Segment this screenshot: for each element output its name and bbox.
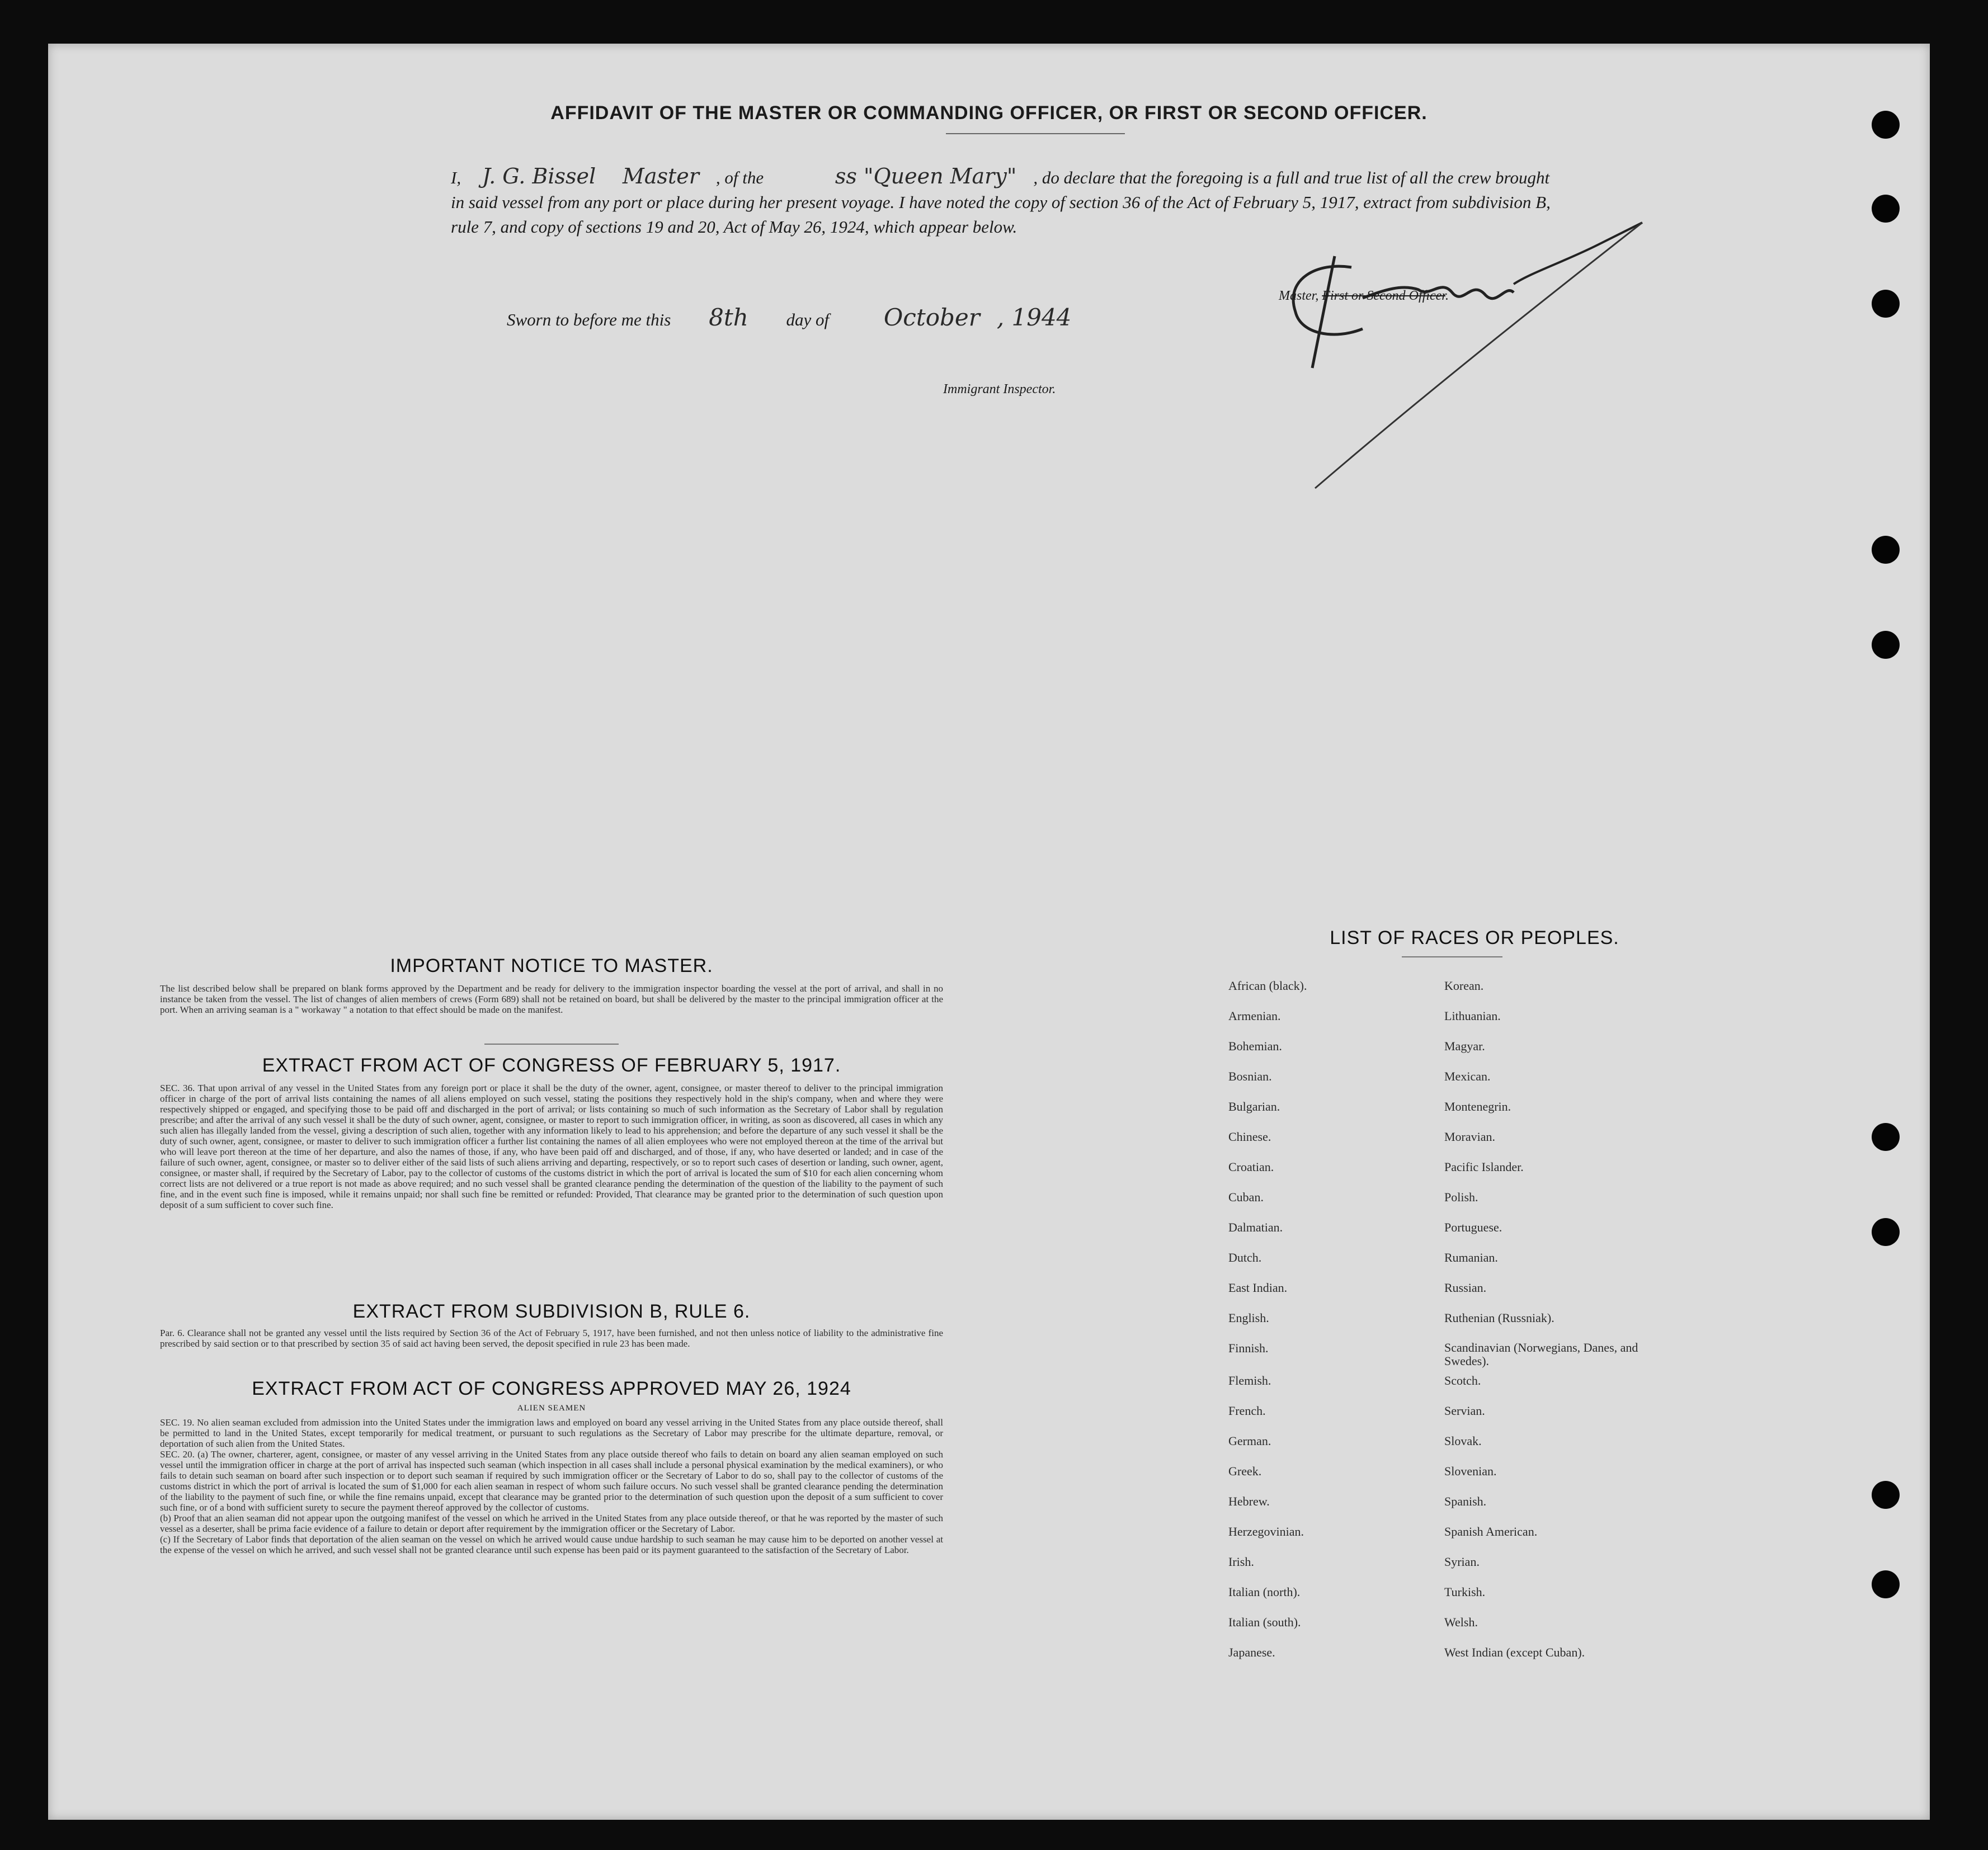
race-item: Dutch. [1228, 1250, 1262, 1264]
race-item: Welsh. [1444, 1615, 1478, 1629]
section-20c: (c) If the Secretary of Labor finds that deportation of the alien seaman on the vessel on which he arrived would cause undue hardship to such seaman he may cause him to be deported on another vessel at the expense of the vessel on which he arrived, and such vessel shall not be granted clearance until such expense has been paid or its payment guaranteed to the satisfaction of the Secretary of Labor. [160, 1534, 943, 1555]
punch-hole-icon [1872, 111, 1900, 139]
race-item: Portuguese. [1444, 1220, 1502, 1234]
sworn-day-handwritten: 8th [709, 304, 748, 331]
race-item: Italian (north). [1228, 1585, 1301, 1599]
race-item: Hebrew. [1228, 1494, 1270, 1508]
punch-hole-icon [1872, 1481, 1900, 1509]
notice-body: The list described below shall be prepared on blank forms approved by the Department and be ready for delivery to the immigration inspector boarding the vessel at the port of arrival, and shall in no instance be taken from the vessel. The list of changes of alien members of crews (Form 689) shall not be retained on board, but shall be delivered by the master to the principal immigration officer at the port. When an arriving seaman is a " workaway " a notation to that effect should be made on the manifest. [160, 983, 943, 1015]
race-item: Servian. [1444, 1404, 1485, 1418]
race-item: Polish. [1444, 1190, 1478, 1204]
race-item: Bohemian. [1228, 1039, 1282, 1053]
punch-hole-icon [1872, 1218, 1900, 1246]
punch-hole-icon [1872, 631, 1900, 659]
master-label-end: . [1445, 289, 1449, 303]
race-item: Moravian. [1444, 1130, 1496, 1144]
race-item: English. [1228, 1311, 1269, 1325]
race-item: Russian. [1444, 1281, 1487, 1295]
notice-divider [484, 1044, 619, 1045]
races-divider [1402, 956, 1502, 957]
form-page [48, 44, 1930, 1820]
act-1924-body [160, 1417, 943, 1555]
race-item: Lithuanian. [1444, 1009, 1501, 1023]
race-item: Greek. [1228, 1464, 1262, 1478]
section-19: SEC. 19. No alien seaman excluded from admission into the United States under the immigration laws and employed on board any vessel arriving in the United States from any place outside thereof, shall be permitted to land in the United States, except temporarily for medical treatment, or pursuant to such regulations as the Secretary of Labor may prescribe for the ultimate departure, removal, or deportation of such alien from the United States. [160, 1417, 943, 1449]
subdivision-b-body: Par. 6. Clearance shall not be granted any vessel until the lists required by Section 36 of the Act of February 5, 1917, have been furnished, and not then unless notice of liability to the administrative fine prescribed by said section or to that prescribed by section 35 of said act having been served, the deposit specified in rule 23 has been made. [160, 1328, 943, 1349]
race-item: Irish. [1228, 1555, 1254, 1569]
affidavit-title: AFFIDAVIT OF THE MASTER OR COMMANDING OFFICER, OR FIRST OR SECOND OFFICER. [550, 102, 1428, 124]
act-1924-title: EXTRACT FROM ACT OF CONGRESS APPROVED MAY 26, 1924 [252, 1378, 851, 1399]
race-item: Turkish. [1444, 1585, 1486, 1599]
subdivision-b-title: EXTRACT FROM SUBDIVISION B, RULE 6. [352, 1301, 751, 1322]
punch-hole-icon [1872, 1570, 1900, 1598]
race-item: Magyar. [1444, 1039, 1485, 1053]
act-1917-body: SEC. 36. That upon arrival of any vessel in the United States from any foreign port or place it shall be the duty of the owner, agent, consignee, or master thereof to deliver to the principal immigration officer in charge of the port of arrival lists containing the names of all aliens employed on such vessel, stating the positions they respectively hold in the ship's company, when and where they were respectively shipped or engaged, and specifying those to be paid off and discharged in the port of arrival; or lists containing so much of such information as the Secretary of Labor shall by regulation prescribe; and after the arrival of any such vessel it shall be the duty of such owner, agent, consignee, or master to report to such immigration officer, in writing, as soon as discovered, all cases in which any such alien has illegally landed from the vessel, giving a description of such alien, together with any information likely to lead to his apprehension; and before the departure of any such vessel it shall be the duty of such owner, agent, consignee, or master to deliver to such immigration officer a further list containing the names of all alien employees who were not employed thereon at the time of the arrival but who will leave port thereon at the time of her departure, and also the names of those, if any, who have been paid off and discharged, and of those, if any, who have deserted or landed; and in case of the failure of such owner, agent, consignee, or master so to deliver either of the said lists of such aliens arriving and departing, respectively, or so to report such cases of desertion or landing, such owner, agent, consignee, or master shall, if required by the Secretary of Labor, pay to the collector of customs of the customs district in which the port of arrival is located the sum of $10 for each alien concerning whom correct lists are not delivered or a true report is not made as above required; and no such vessel shall be granted clearance pending the determination of the question of the liability to the payment of such fine, and in the event such fine is imposed, while it remains unpaid; nor shall such fine be remitted or refunded: Provided, That clearance may be granted prior to the determination of such question upon deposit of a sum sufficient to cover such fine. [160, 1083, 943, 1210]
vessel-handwritten: ss "Queen Mary" [835, 164, 1017, 188]
title-divider [946, 133, 1125, 134]
race-item: French. [1228, 1404, 1266, 1418]
master-label-text: Master, [1279, 289, 1322, 303]
race-item: Syrian. [1444, 1555, 1480, 1569]
race-item: Slovak. [1444, 1434, 1482, 1448]
race-item: Spanish. [1444, 1494, 1487, 1508]
sworn-month-handwritten: October [883, 304, 980, 331]
sworn-prefix: Sworn to before me this [507, 310, 671, 329]
master-signature-label [1279, 289, 1449, 304]
immigrant-inspector-label: Immigrant Inspector. [943, 382, 1056, 397]
affidavit-text: that the foregoing is a full and true list of all the crew brought in said vessel from any port or place during her present voyage. I have noted the copy of section 36 of the Act of February 5, 1917, extract from subdivision B, rule 7, and copy of sections 19 and 20, Act of May 26, 1924, which appear below. [451, 168, 1551, 237]
race-item: Pacific Islander. [1444, 1160, 1524, 1174]
punch-hole-icon [1872, 1123, 1900, 1151]
race-item: Finnish. [1228, 1341, 1269, 1355]
race-item: German. [1228, 1434, 1271, 1448]
race-item: Slovenian. [1444, 1464, 1497, 1478]
race-item: Bosnian. [1228, 1069, 1272, 1083]
race-item: East Indian. [1228, 1281, 1288, 1295]
race-item: Mexican. [1444, 1069, 1491, 1083]
do-declare-text: , do declare [1033, 168, 1115, 187]
race-item: Armenian. [1228, 1009, 1281, 1023]
race-item: Montenegrin. [1444, 1099, 1511, 1113]
race-item: African (black). [1228, 979, 1307, 993]
punch-hole-icon [1872, 536, 1900, 564]
race-item: Bulgarian. [1228, 1099, 1280, 1113]
race-item: Flemish. [1228, 1374, 1271, 1388]
race-item: Croatian. [1228, 1160, 1274, 1174]
master-name-handwritten: J. G. Bissel [482, 164, 596, 188]
struck-officer-text: First or Second Officer [1322, 289, 1445, 303]
race-item: Scotch. [1444, 1374, 1481, 1388]
race-item: Herzegovinian. [1228, 1525, 1304, 1538]
section-20a: SEC. 20. (a) The owner, charterer, agent, consignee, or master of any vessel arriving in the United States from any place outside thereof who fails to detain on board any alien seaman employed on such vessel until the immigration officer in charge at the port of arrival has inspected such seaman (which inspection in all cases shall include a personal physical examination by the medical examiners), or who fails to detain such seaman on board after such inspection or to deport such seaman if required by such immigration officer or the Secretary of Labor to do so, shall pay to the collector of customs of the customs district in which the port of arrival is located the sum of $1,000 for each alien seaman in respect of whom such failure occurs. No such vessel shall be granted clearance pending the determination of the liability to the payment of such fine, or while the fine remains unpaid, except that clearance may be granted prior to the determination of such question upon the deposit of a sum sufficient to cover such fine, or of a bond with sufficient surety to secure the payment thereof approved by the collector of customs. [160, 1449, 943, 1513]
declarant-prefix: I, [451, 168, 461, 187]
punch-hole-icon [1872, 195, 1900, 223]
race-item: Korean. [1444, 979, 1484, 993]
race-item: Chinese. [1228, 1130, 1271, 1144]
act-1917-title: EXTRACT FROM ACT OF CONGRESS OF FEBRUARY 5, 1917. [262, 1055, 841, 1076]
notice-title: IMPORTANT NOTICE TO MASTER. [390, 955, 713, 976]
race-item: Spanish American. [1444, 1525, 1538, 1538]
race-item: Cuban. [1228, 1190, 1264, 1204]
alien-seamen-subtitle: ALIEN SEAMEN [517, 1404, 586, 1413]
section-20b: (b) Proof that an alien seaman did not appear upon the outgoing manifest of the vessel on which he arrived in the United States from any place outside thereof, or that he was reported by the master of such vessel as a deserter, shall be prima facie evidence of a failure to detain or deport after requirement by the immigration officer or the Secretary of Labor. [160, 1513, 943, 1534]
race-item: Ruthenian (Russniak). [1444, 1311, 1554, 1325]
day-of-text: day of [786, 310, 830, 329]
sworn-year-handwritten: , 1944 [996, 304, 1072, 331]
race-item: Italian (south). [1228, 1615, 1301, 1629]
races-title: LIST OF RACES OR PEOPLES. [1330, 927, 1619, 948]
race-item: Dalmatian. [1228, 1220, 1283, 1234]
race-item: Japanese. [1228, 1645, 1275, 1659]
master-signature [1251, 200, 1698, 513]
of-the-text: , of the [715, 168, 764, 187]
rank-handwritten: Master [622, 164, 699, 188]
punch-hole-icon [1872, 290, 1900, 318]
sworn-line [507, 304, 1290, 331]
race-item: West Indian (except Cuban). [1444, 1645, 1585, 1659]
race-item: Rumanian. [1444, 1250, 1498, 1264]
race-item: Scandinavian (Norwegians, Danes, and Swedes). [1444, 1341, 1638, 1368]
